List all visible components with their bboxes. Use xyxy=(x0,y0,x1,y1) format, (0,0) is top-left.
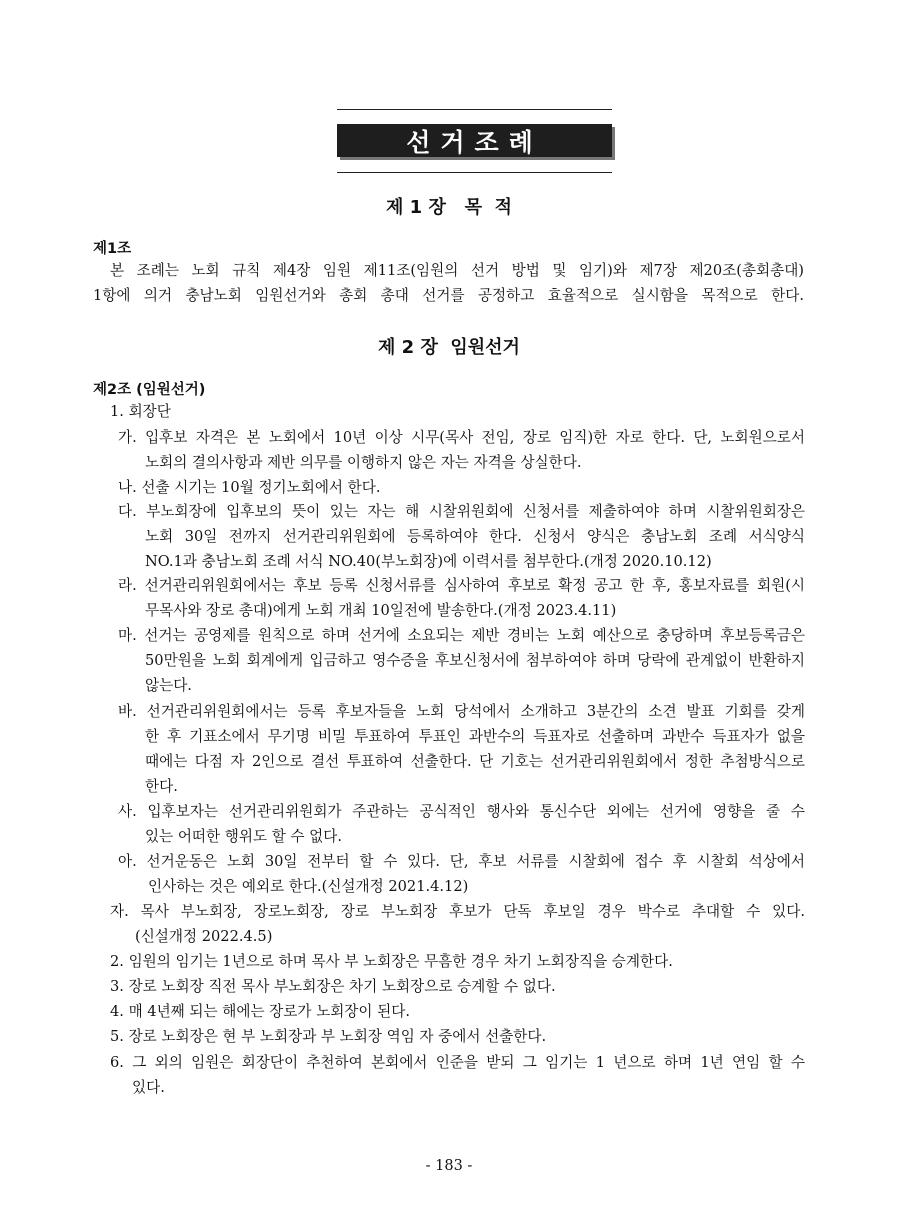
clause-ba: 때에는 다점 자 2인으로 결선 투표하여 선출한다. 단 기호는 선거관리위원회에서 정한 추첨방식으로 xyxy=(145,753,805,770)
item-5: 5. 장로 노회장은 현 부 노회장과 부 노회장 역임 자 중에서 선출한다. xyxy=(110,1028,547,1045)
article-1-line: 1항에 의거 충남노회 임원선거와 총회 총대 선거를 공정하고 효율적으로 실시함을 목적으로 한다. xyxy=(93,287,804,304)
top-rule xyxy=(337,109,612,110)
clause-ra: 라. 선거관리위원회에서는 후보 등록 신청서류를 심사하여 후보로 확정 공고 한 후, 홍보자료를 회원(시 xyxy=(118,577,805,594)
bottom-rule xyxy=(337,172,612,173)
clause-ma: 마. 선거는 공영제를 원칙으로 하며 선거에 소요되는 제반 경비는 노회 예산으로 충당하며 후보등록금은 xyxy=(118,627,805,644)
clause-na: 나. 선출 시기는 10월 정기노회에서 한다. xyxy=(118,479,381,496)
item-6: 6. 그 외의 임원은 회장단이 추천하여 본회에서 인준을 받되 그 임기는 1 년으로 하며 1년 연임 할 수 xyxy=(110,1054,805,1071)
clause-ba: 한 후 기표소에서 무기명 비밀 투표하여 투표인 과반수의 득표자로 선출하며 과반수 득표자가 없을 xyxy=(145,728,805,745)
clause-sa: 사. 입후보자는 선거관리위원회가 주관하는 공식적인 행사와 통신수단 외에는 선거에 영향을 줄 수 xyxy=(118,803,805,820)
clause-ga: 노회의 결의사항과 제반 의무를 이행하지 않은 자는 자격을 상실한다. xyxy=(145,454,582,471)
chapter-1-heading: 제 1 장 목 적 xyxy=(386,197,512,218)
item-2: 2. 임원의 임기는 1년으로 하며 목사 부 노회장은 무흠한 경우 차기 노회장직을 승계한다. xyxy=(110,953,673,970)
clause-a: 인사하는 것은 예외로 한다.(신설개정 2021.4.12) xyxy=(148,878,469,895)
clause-ba: 바. 선거관리위원회에서는 등록 후보자들을 노회 당석에서 소개하고 3분간의 소견 발표 기회를 갖게 xyxy=(118,703,805,720)
chapter-2-heading: 제 2 장 임원선거 xyxy=(378,337,520,358)
clause-ja: 자. 목사 부노회장, 장로노회장, 장로 부노회장 후보가 단독 후보일 경우 박수로 추대할 수 있다. xyxy=(110,903,805,920)
clause-ma: 50만원을 노회 회계에게 입금하고 영수증을 후보신청서에 첨부하여야 하며 당락에 관계없이 반환하지 xyxy=(145,652,805,669)
article-1-heading: 제1조 xyxy=(93,241,132,257)
clause-ma: 않는다. xyxy=(145,677,192,694)
clause-a: 아. 선거운동은 노회 30일 전부터 할 수 있다. 단, 후보 서류를 시찰회에 접수 후 시찰회 석상에서 xyxy=(118,853,805,870)
clause-ja: (신설개정 2022.4.5) xyxy=(135,928,273,945)
clause-da: NO.1과 충남노회 조례 서식 NO.40(부노회장)에 이력서를 첨부한다.(개정 2020.10.12) xyxy=(145,553,712,570)
item-1: 1. 회장단 xyxy=(110,403,171,420)
article-1-line: 본 조례는 노회 규칙 제4장 임원 제11조(임원의 선거 방법 및 임기)와 제7장 제20조(총회총대) xyxy=(110,262,804,279)
item-4: 4. 매 4년째 되는 해에는 장로가 노회장이 된다. xyxy=(110,1003,410,1020)
item-6: 있다. xyxy=(132,1079,165,1096)
clause-ba: 한다. xyxy=(145,778,178,795)
page-title: 선거조례 xyxy=(337,124,612,157)
article-2-heading: 제2조 (임원선거) xyxy=(93,382,206,398)
item-3: 3. 장로 노회장 직전 목사 부노회장은 차기 노회장으로 승계할 수 없다. xyxy=(110,978,556,995)
clause-da: 다. 부노회장에 입후보의 뜻이 있는 자는 해 시찰위원회에 신청서를 제출하여야 하며 시찰위원회장은 xyxy=(118,503,805,520)
clause-ga: 가. 입후보 자격은 본 노회에서 10년 이상 시무(목사 전임, 장로 임직)한 자로 한다. 단, 노회원으로서 xyxy=(118,429,805,446)
clause-sa: 있는 어떠한 행위도 할 수 없다. xyxy=(145,828,343,845)
clause-da: 노회 30일 전까지 선거관리위원회에 등록하여야 한다. 신청서 양식은 충남노회 조례 서식양식 xyxy=(145,528,805,545)
page-number: - 183 - xyxy=(425,1158,473,1174)
clause-ra: 무목사와 장로 총대)에게 노회 개최 10일전에 발송한다.(개정 2023.4.11) xyxy=(145,602,617,619)
